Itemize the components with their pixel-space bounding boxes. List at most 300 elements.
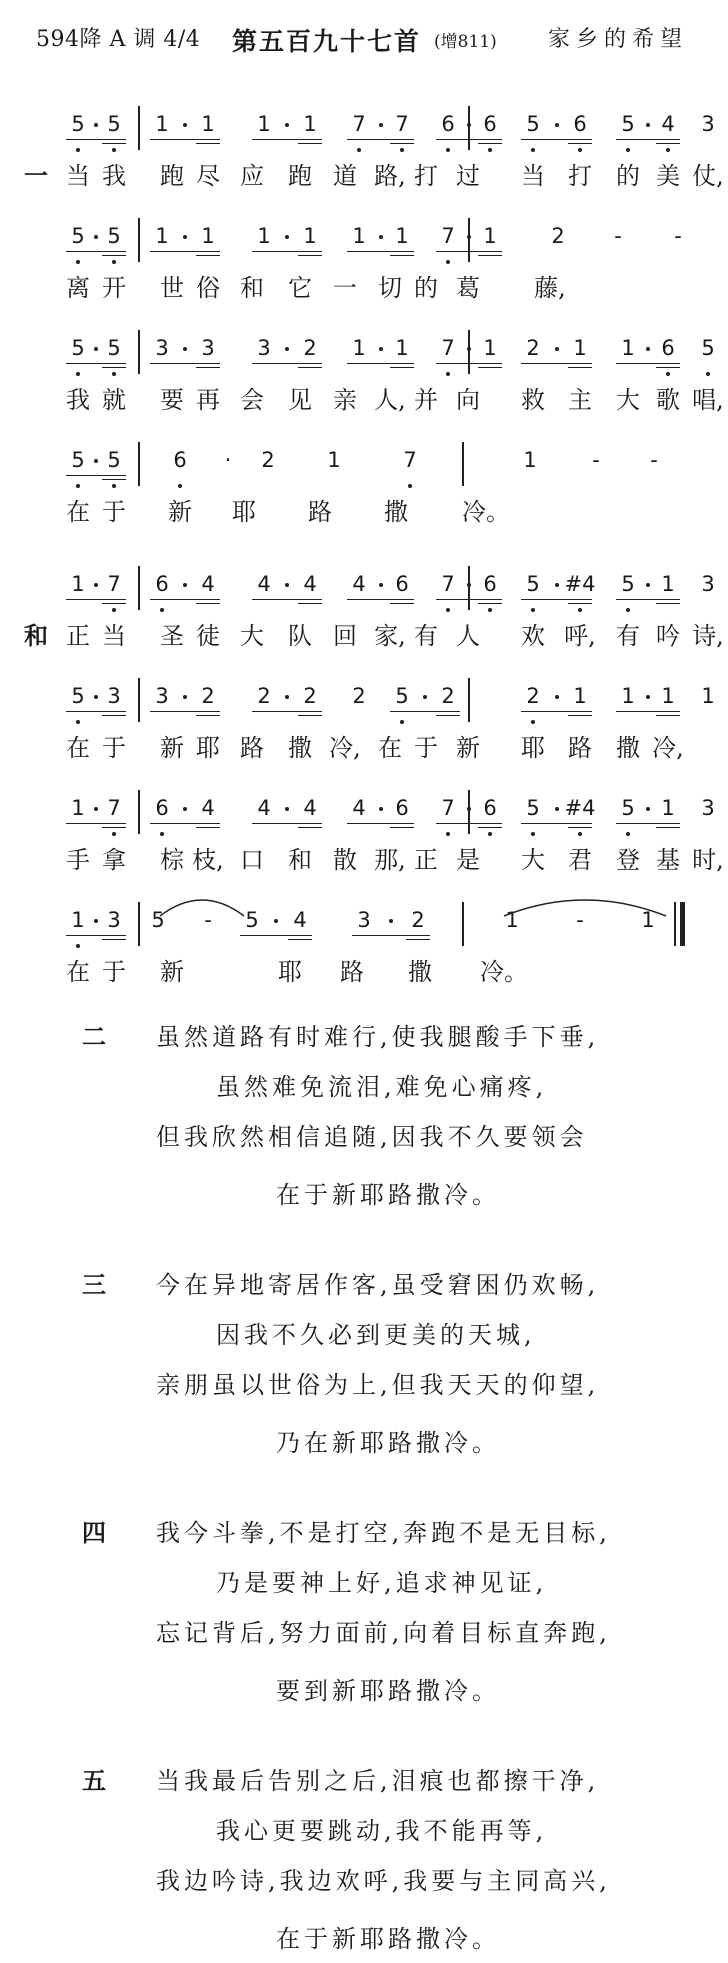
octave-dot (531, 608, 535, 612)
octave-dot (76, 372, 80, 376)
lyric-syllable: 切 (378, 274, 402, 302)
jianpu-note: 1 (483, 336, 497, 360)
lyrics-row (0, 956, 700, 996)
lyric-syllable: 吟 (656, 622, 680, 650)
beam-line (252, 711, 322, 712)
lyric-syllable: 于 (102, 498, 126, 526)
jianpu-note: 3 (155, 684, 169, 708)
jianpu-note: 6 (395, 796, 409, 820)
notation-row (0, 792, 715, 840)
verse-marker: 和 (24, 622, 48, 650)
sixteenth-beam-line (436, 715, 460, 716)
sixteenth-beam-line (656, 715, 680, 716)
augmentation-dot (285, 347, 289, 351)
augmentation-dot (183, 807, 187, 811)
lyric-syllable: 基 (656, 846, 680, 874)
lyrics-row (0, 496, 700, 536)
jianpu-note: 6 (155, 572, 169, 596)
augmentation-dot (467, 235, 471, 239)
jianpu-note: 1 (621, 336, 635, 360)
stanza-line: 忘记背后,努力面前,向着目标直奔跑, (156, 1619, 611, 1647)
jianpu-note: · (224, 448, 232, 472)
sixteenth-beam-line (196, 603, 220, 604)
jianpu-note: 7 (441, 224, 455, 248)
jianpu-note: 6 (573, 112, 587, 136)
lyric-syllable: 君 (568, 846, 592, 874)
bar-line (468, 790, 470, 834)
sixteenth-beam-line (478, 255, 502, 256)
octave-dot (76, 260, 80, 264)
beam-line (150, 363, 220, 364)
octave-dot (160, 832, 164, 836)
jianpu-note: - (204, 908, 212, 932)
augmentation-dot (379, 347, 383, 351)
lyric-syllable: 向 (456, 386, 480, 414)
lyric-syllable: 在 (378, 734, 402, 762)
lyric-syllable: 是 (456, 846, 480, 874)
jianpu-note: 1 (505, 908, 519, 932)
lyric-syllable: 撒 (384, 498, 408, 526)
octave-dot (76, 944, 80, 948)
sixteenth-beam-line (656, 143, 680, 144)
bar-line (468, 330, 470, 374)
octave-dot (446, 832, 450, 836)
jianpu-note: 2 (526, 684, 540, 708)
lyric-syllable: 见 (288, 386, 312, 414)
jianpu-note: 5 (71, 336, 85, 360)
stanza-line: 因我不久必到更美的天城, (216, 1321, 536, 1349)
beam-line (347, 599, 414, 600)
octave-dot (531, 148, 535, 152)
sixteenth-beam-line (196, 715, 220, 716)
octave-dot (578, 148, 582, 152)
jianpu-note: 1 (201, 112, 215, 136)
jianpu-note: 2 (441, 684, 455, 708)
jianpu-note: - (674, 224, 682, 248)
bar-line (138, 330, 140, 374)
lyric-syllable: 撒 (408, 958, 432, 986)
octave-dot (446, 372, 450, 376)
jianpu-note: 7 (107, 796, 121, 820)
sixteenth-beam-line (656, 827, 680, 828)
sixteenth-beam-line (298, 827, 322, 828)
beam-line (66, 139, 126, 140)
jianpu-note: 5 (71, 112, 85, 136)
sixteenth-beam-line (568, 603, 592, 604)
lyric-syllable: 新 (160, 958, 184, 986)
beam-line (436, 823, 502, 824)
jianpu-note: 4 (201, 796, 215, 820)
beam-line (436, 599, 502, 600)
beam-line (150, 599, 220, 600)
lyric-syllable: 过 (456, 162, 480, 190)
octave-dot (400, 720, 404, 724)
lyric-syllable: 一 (333, 274, 357, 302)
jianpu-note: 5 (701, 336, 715, 360)
lyric-syllable: 人, (374, 386, 406, 414)
augmentation-dot (555, 123, 559, 127)
lyric-syllable: 圣 (160, 622, 184, 650)
octave-dot (112, 608, 116, 612)
lyric-syllable: 尽 (196, 162, 220, 190)
jianpu-note: - (650, 448, 658, 472)
jianpu-note: 5 (526, 572, 540, 596)
notation-row (0, 332, 715, 380)
lyric-syllable: 拿 (102, 846, 126, 874)
lyric-syllable: 路 (240, 734, 264, 762)
jianpu-note: 1 (483, 224, 497, 248)
beam-line (240, 935, 312, 936)
lyric-syllable: 新 (168, 498, 192, 526)
sixteenth-beam-line (656, 603, 680, 604)
lyric-syllable: 队 (288, 622, 312, 650)
bar-line (468, 678, 470, 722)
notation-row (0, 220, 700, 268)
sixteenth-beam-line (102, 143, 126, 144)
augmentation-dot (467, 347, 471, 351)
stanza-line: 亲朋虽以世俗为上,但我天天的仰望, (156, 1371, 600, 1399)
stanza-line: 但我欣然相信追随,因我不久要领会 (156, 1123, 588, 1151)
jianpu-note: 1 (661, 684, 675, 708)
lyrics-row (0, 384, 724, 424)
jianpu-note: 5 (71, 448, 85, 472)
sixteenth-beam-line (196, 827, 220, 828)
augmentation-dot (183, 235, 187, 239)
octave-dot (76, 484, 80, 488)
lyric-syllable: 跑 (160, 162, 184, 190)
augmentation-dot (555, 695, 559, 699)
stanza-line: 今在异地寄居作客,虽受窘困仍欢畅, (156, 1271, 600, 1299)
lyric-syllable: 耶 (521, 734, 545, 762)
jianpu-note: 2 (551, 224, 565, 248)
jianpu-note: 7 (107, 572, 121, 596)
beam-line (252, 363, 322, 364)
stanza-number: 四 (82, 1519, 106, 1547)
jianpu-note: 1 (155, 112, 169, 136)
beam-line (616, 363, 680, 364)
jianpu-note: 3 (701, 572, 715, 596)
sixteenth-beam-line (568, 143, 592, 144)
lyric-syllable: 仗, (692, 162, 724, 190)
lyric-syllable: 散 (333, 846, 357, 874)
jianpu-note: 2 (261, 448, 275, 472)
beam-line (616, 139, 680, 140)
lyric-syllable: 棕 (160, 846, 184, 874)
beam-line (66, 823, 126, 824)
lyric-syllable: 在 (66, 958, 90, 986)
jianpu-note: 1 (257, 112, 271, 136)
augmentation-dot (646, 807, 650, 811)
stanza-line: 乃在新耶路撒冷。 (276, 1429, 500, 1457)
hymn-number-and-key (36, 22, 200, 53)
jianpu-note: 5 (395, 684, 409, 708)
supplement-number: (增811) (434, 32, 497, 52)
bar-line (138, 106, 140, 150)
lyric-syllable: 冷。 (462, 498, 510, 526)
tie-arc (502, 890, 668, 918)
lyric-syllable: 美 (656, 162, 680, 190)
augmentation-dot (379, 583, 383, 587)
sixteenth-beam-line (196, 255, 220, 256)
score-system (0, 680, 715, 780)
jianpu-note: 1 (573, 684, 587, 708)
jianpu-note: 5 (107, 448, 121, 472)
beam-line (252, 251, 322, 252)
jianpu-note: 4 (257, 796, 271, 820)
lyric-syllable: 在 (66, 734, 90, 762)
augmentation-dot (94, 695, 98, 699)
lyric-syllable: 有 (616, 622, 640, 650)
octave-dot (76, 720, 80, 724)
jianpu-note: 5 (107, 336, 121, 360)
sixteenth-beam-line (568, 367, 592, 368)
sixteenth-beam-line (102, 939, 126, 940)
augmentation-dot (183, 695, 187, 699)
augmentation-dot (285, 807, 289, 811)
bar-line (138, 678, 140, 722)
score-system (0, 792, 724, 892)
augmentation-dot (94, 235, 98, 239)
augmentation-dot (423, 695, 427, 699)
hymn-name: 家乡的希望 (548, 27, 689, 52)
lyrics-row (0, 844, 724, 884)
jianpu-note: 7 (441, 336, 455, 360)
jianpu-note: - (614, 224, 622, 248)
jianpu-note: - (576, 908, 584, 932)
augmentation-dot (183, 583, 187, 587)
sixteenth-beam-line (390, 255, 414, 256)
jianpu-note: 1 (661, 572, 675, 596)
augmentation-dot (285, 123, 289, 127)
sixteenth-beam-line (298, 603, 322, 604)
lyric-syllable: 歌 (656, 386, 680, 414)
augmentation-dot (467, 583, 471, 587)
stanza-line: 我边吟诗,我边欢呼,我要与主同高兴, (156, 1867, 611, 1895)
augmentation-dot (467, 123, 471, 127)
lyric-syllable: 我 (66, 386, 90, 414)
sixteenth-beam-line (390, 143, 414, 144)
beam-line (150, 139, 220, 140)
stanza-line: 当我最后告别之后,泪痕也都擦干净, (156, 1767, 600, 1795)
beam-line (66, 599, 126, 600)
sixteenth-beam-line (196, 143, 220, 144)
jianpu-note: 4 (303, 796, 317, 820)
lyric-syllable: 家, (374, 622, 406, 650)
jianpu-note: 6 (395, 572, 409, 596)
lyric-syllable: 路 (340, 958, 364, 986)
octave-dot (112, 260, 116, 264)
lyric-syllable: 有 (414, 622, 438, 650)
augmentation-dot (646, 347, 650, 351)
jianpu-note: 7 (403, 448, 417, 472)
lyrics-row (0, 620, 724, 660)
augmentation-dot (94, 123, 98, 127)
jianpu-note: 3 (257, 336, 271, 360)
sixteenth-beam-line (102, 827, 126, 828)
lyrics-row (0, 732, 700, 772)
bar-line (468, 566, 470, 610)
beam-line (150, 251, 220, 252)
lyric-syllable: 开 (102, 274, 126, 302)
lyric-syllable: 回 (333, 622, 357, 650)
sixteenth-beam-line (102, 715, 126, 716)
augmentation-dot (285, 695, 289, 699)
notation-row (0, 444, 700, 492)
jianpu-note: 5 (621, 572, 635, 596)
final-bar-line-thick (680, 902, 685, 946)
lyric-syllable: 于 (414, 734, 438, 762)
hymn-number: 594 (36, 27, 80, 52)
lyric-syllable: 冷, (652, 734, 684, 762)
jianpu-note: 1 (523, 448, 537, 472)
bar-line (468, 218, 470, 262)
jianpu-note: 2 (526, 336, 540, 360)
jianpu-note: 1 (303, 112, 317, 136)
lyric-syllable: 手 (66, 846, 90, 874)
octave-dot (488, 608, 492, 612)
lyric-syllable: 正 (414, 846, 438, 874)
augmentation-dot (274, 919, 278, 923)
beam-line (436, 363, 502, 364)
beam-line (390, 711, 460, 712)
jianpu-note: 5 (71, 224, 85, 248)
sixteenth-beam-line (406, 939, 430, 940)
jianpu-note: 5 (151, 908, 165, 932)
lyric-syllable: 就 (102, 386, 126, 414)
jianpu-note: 1 (71, 572, 85, 596)
lyric-syllable: 于 (102, 734, 126, 762)
augmentation-dot (379, 235, 383, 239)
augmentation-dot (555, 583, 559, 587)
bar-line (138, 566, 140, 610)
beam-line (252, 139, 322, 140)
jianpu-note: 6 (173, 448, 187, 472)
lyric-syllable: 主 (568, 386, 592, 414)
jianpu-note: 3 (701, 112, 715, 136)
augmentation-dot (555, 807, 559, 811)
lyric-syllable: 世 (160, 274, 184, 302)
jianpu-note: 1 (71, 796, 85, 820)
jianpu-note: 1 (395, 336, 409, 360)
jianpu-note: 3 (357, 908, 371, 932)
jianpu-note: #4 (564, 572, 596, 596)
stanza-number: 五 (82, 1767, 106, 1795)
notation-row (0, 568, 715, 616)
lyric-syllable: 要 (160, 386, 184, 414)
sixteenth-beam-line (102, 603, 126, 604)
sixteenth-beam-line (478, 367, 502, 368)
lyric-syllable: 俗 (196, 274, 220, 302)
jianpu-note: 5 (526, 796, 540, 820)
octave-dot (666, 148, 670, 152)
jianpu-note: 7 (352, 112, 366, 136)
lyric-syllable: 新 (160, 734, 184, 762)
augmentation-dot (646, 695, 650, 699)
lyric-syllable: 徒 (196, 622, 220, 650)
lyric-syllable: 登 (616, 846, 640, 874)
jianpu-note: 2 (303, 684, 317, 708)
jianpu-note: 1 (71, 908, 85, 932)
beam-line (66, 935, 126, 936)
octave-dot (446, 260, 450, 264)
jianpu-note: 6 (483, 796, 497, 820)
octave-dot (626, 608, 630, 612)
sixteenth-beam-line (102, 479, 126, 480)
lyric-syllable: 离 (66, 274, 90, 302)
octave-dot (160, 608, 164, 612)
lyric-syllable: 藤, (534, 274, 566, 302)
lyric-syllable: 救 (521, 386, 545, 414)
lyric-syllable: 当 (102, 622, 126, 650)
stanza-line: 要到新耶路撒冷。 (276, 1677, 500, 1705)
octave-dot (488, 148, 492, 152)
jianpu-note: 1 (327, 448, 341, 472)
sixteenth-beam-line (298, 367, 322, 368)
notation-row (0, 904, 700, 952)
augmentation-dot (94, 459, 98, 463)
jianpu-note: 4 (303, 572, 317, 596)
jianpu-note: 1 (621, 684, 635, 708)
octave-dot (178, 484, 182, 488)
lyric-syllable: 撒 (288, 734, 312, 762)
lyric-syllable: 葛 (456, 274, 480, 302)
lyric-syllable: 和 (288, 846, 312, 874)
bar-line (462, 442, 464, 486)
beam-line (616, 711, 680, 712)
jianpu-note: 6 (483, 112, 497, 136)
beam-line (616, 599, 680, 600)
jianpu-note: 6 (661, 336, 675, 360)
beam-line (347, 251, 414, 252)
lyric-syllable: 唱, (692, 386, 724, 414)
sixteenth-beam-line (390, 367, 414, 368)
lyric-syllable: 撒 (616, 734, 640, 762)
jianpu-note: 1 (352, 336, 366, 360)
lyric-syllable: 耶 (232, 498, 256, 526)
lyric-syllable: 道 (333, 162, 357, 190)
lyric-syllable: 耶 (196, 734, 220, 762)
hymn-title: 第五百九十七首 (232, 27, 422, 56)
lyric-syllable: 诗, (692, 622, 724, 650)
octave-dot (112, 148, 116, 152)
jianpu-note: 4 (352, 796, 366, 820)
jianpu-note: 2 (201, 684, 215, 708)
augmentation-dot (467, 807, 471, 811)
stanza-line: 我心更要跳动,我不能再等, (216, 1817, 548, 1845)
beam-line (521, 823, 592, 824)
bar-line (138, 902, 140, 946)
sixteenth-beam-line (656, 367, 680, 368)
beam-line (616, 823, 680, 824)
beam-line (66, 475, 126, 476)
lyric-syllable: 冷。 (480, 958, 528, 986)
jianpu-note: 6 (483, 572, 497, 596)
beam-line (150, 823, 220, 824)
augmentation-dot (285, 583, 289, 587)
lyric-syllable: 我 (102, 162, 126, 190)
lyrics-row (0, 160, 724, 200)
beam-line (66, 251, 126, 252)
bar-line (138, 790, 140, 834)
sixteenth-beam-line (478, 827, 502, 828)
stanza-line: 虽然难免流泪,难免心痛疼, (216, 1073, 548, 1101)
score-system (0, 108, 724, 208)
sixteenth-beam-line (298, 255, 322, 256)
beam-line (66, 711, 126, 712)
score-system (0, 444, 700, 544)
final-bar-line-thin (674, 902, 676, 946)
jianpu-note: 3 (701, 796, 715, 820)
